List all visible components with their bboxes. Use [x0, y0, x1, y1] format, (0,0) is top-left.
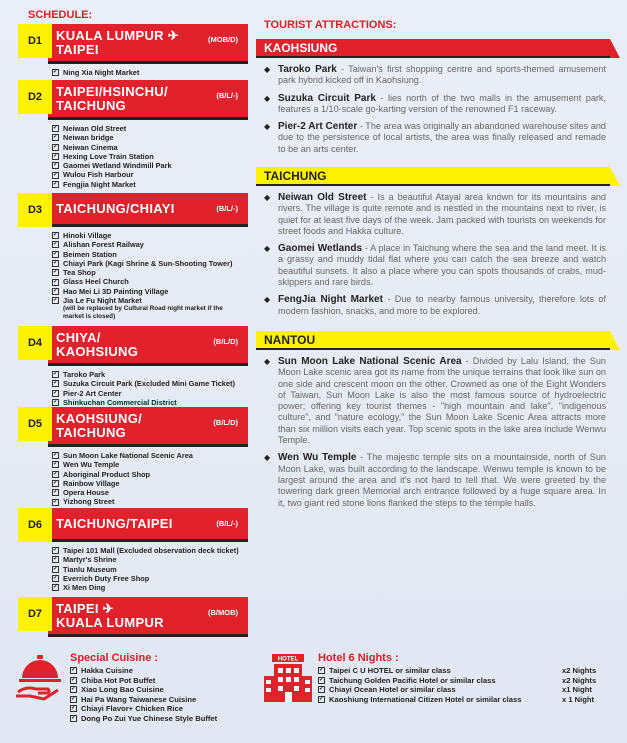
stop-label: Taipei 101 Mall (Excluded observation deck ticket)	[63, 546, 239, 555]
hotel-name: Kaoshiung International Citizen Hotel or similar class	[329, 694, 522, 704]
day-code: D5	[18, 407, 52, 441]
day-block	[18, 407, 238, 507]
day-stop-list	[52, 546, 239, 592]
hotel-entry	[318, 695, 521, 705]
list-item	[52, 479, 193, 488]
check-icon: ✓	[53, 380, 59, 387]
check-icon: ✓	[53, 260, 59, 267]
list-item	[52, 250, 232, 259]
day-code: D3	[18, 193, 52, 227]
list-item	[52, 488, 193, 497]
diamond-bullet-icon: ◆	[264, 122, 271, 132]
stop-label: Jia Le Fu Night Market	[63, 296, 142, 306]
stop-label: Shinkuchan Commercial District	[63, 397, 177, 407]
day-stop-list	[52, 124, 172, 189]
hotel-list	[318, 666, 618, 704]
attraction-name: FengJia Night Market	[278, 294, 383, 306]
stop-label: Martyr's Shrine	[63, 555, 117, 565]
day-block	[18, 193, 238, 321]
list-item	[52, 143, 172, 152]
day-header	[18, 80, 238, 114]
attraction-description: - Taiwan's first shopping centre and sports-themed amusement park hybrid kicked off in Kaohsiung.	[278, 64, 606, 86]
attraction-description: - Due to nearby famous university, therefore lots of modern fashion, snacks, and more to be explored.	[278, 294, 606, 316]
attraction-description: - Is a beautiful Atayal area known for its mountains and rivers. The village is quite remote and is nestled in the mountains next to river, is quiet for at least five days of the week. Jam packed with tourists on weekends for street foods and Hakka culture.	[278, 192, 606, 236]
diamond-bullet-icon: ◆	[264, 453, 271, 463]
hotel-nights: x 1 Night	[562, 694, 595, 704]
hotel-badge: HOTEL	[277, 656, 299, 663]
check-icon: ✓	[53, 565, 59, 572]
hotel-name: Chiayi Ocean Hotel or similar class	[329, 685, 456, 694]
attraction-item	[256, 93, 610, 116]
stop-label: Rainbow Village	[63, 478, 120, 488]
attraction-item	[256, 243, 610, 288]
check-icon: ✓	[53, 461, 59, 468]
day-banner	[48, 193, 248, 227]
hotel-nights: x2 Nights	[562, 675, 597, 685]
attraction-item	[256, 356, 610, 446]
hotel-title: Hotel 6 Nights :	[318, 652, 399, 664]
hotel-name: Taichung Golden Pacific Hotel or similar class	[329, 675, 496, 685]
stop-label: Xi Men Ding	[63, 583, 106, 593]
list-item	[52, 180, 172, 189]
list-item	[52, 170, 172, 179]
region-section	[256, 331, 610, 509]
stop-label: Taroko Park	[63, 370, 106, 379]
list-item	[52, 133, 172, 142]
day-block	[18, 326, 238, 407]
stop-label: Hinoki Village	[63, 231, 112, 240]
list-item	[52, 370, 235, 379]
day-block	[18, 80, 238, 189]
day-code: D4	[18, 326, 52, 360]
list-item	[52, 124, 172, 133]
hotel-section	[262, 652, 618, 704]
day-stop-list	[52, 68, 139, 77]
list-item	[52, 379, 235, 388]
day-meal-plan: (B/L/D)	[213, 337, 238, 346]
region-title: NANTOU	[256, 331, 610, 350]
cuisine-label: Chiba Hot Pot Buffet	[81, 675, 156, 685]
check-icon: ✓	[53, 241, 59, 248]
list-item	[52, 259, 232, 268]
diamond-bullet-icon: ◆	[264, 357, 271, 366]
check-icon: ✓	[53, 287, 59, 294]
day-route: TAIPEI ✈ KUALA LUMPUR	[56, 600, 164, 630]
stop-label: Opera House	[63, 488, 110, 498]
stop-label: Wen Wu Temple	[63, 460, 120, 470]
day-banner	[48, 407, 248, 447]
check-icon: ✓	[71, 686, 77, 693]
cuisine-section	[14, 652, 217, 723]
check-icon: ✓	[53, 297, 59, 304]
cuisine-item	[70, 704, 217, 714]
region-section	[256, 167, 610, 317]
stop-label: Glass Heel Church	[63, 277, 129, 287]
cuisine-item	[70, 685, 217, 695]
stop-label: Neiwan bridge	[63, 133, 114, 143]
hotel-item	[318, 685, 618, 695]
list-item	[52, 389, 235, 398]
stop-label: Neiwan Old Street	[63, 124, 127, 133]
list-item	[52, 583, 239, 592]
attraction-name: Sun Moon Lake National Scenic Area	[278, 356, 462, 367]
check-icon: ✓	[53, 470, 59, 477]
attraction-description: - Divided by Lalu Island, the Sun Moon Lake scenic area got its name from the unique terrains that look like sun on one side and crescent moon on the other. Crowned as one of the Eight Wonders of Taiwan, Sun Moon Lake is also the most famous source of hydroelectric power; offering key tourist themes - "high mountain and lake", "indigenous culture", and "nature ecology," the Sun Moon Lake Scenic Area attracts more than six million visits each year. Top scenic spots in the lake area include Wenwu Temple.	[278, 356, 606, 446]
cloche-icon	[14, 652, 66, 704]
list-item	[52, 398, 235, 407]
list-item	[52, 287, 232, 296]
day-banner	[48, 24, 248, 64]
attraction-name: Pier-2 Art Center	[278, 121, 358, 133]
list-item	[52, 296, 232, 305]
check-icon: ✓	[53, 498, 59, 505]
list-item	[52, 161, 172, 170]
day-header	[18, 407, 238, 441]
stop-label: Sun Moon Lake National Scenic Area	[63, 451, 193, 460]
cuisine-item	[70, 714, 217, 724]
day-code: D6	[18, 508, 52, 542]
hotel-nights: x2 Nights	[562, 666, 597, 675]
check-icon: ✓	[319, 686, 325, 693]
day-code: D2	[18, 80, 52, 114]
stop-label: Fengjia Night Market	[63, 179, 136, 189]
check-icon: ✓	[71, 676, 77, 683]
day-route: KAOHSIUNG/ TAICHUNG	[56, 410, 143, 440]
day-meal-plan: (B/L/-)	[216, 519, 238, 528]
check-icon: ✓	[53, 389, 59, 396]
hotel-entry	[318, 666, 451, 676]
stop-label: Wulou Fish Harbour	[63, 170, 134, 180]
check-icon: ✓	[53, 575, 59, 582]
hotel-nights: x1 Night	[562, 685, 592, 694]
day-stop-list	[52, 451, 193, 507]
day-route: TAICHUNG/TAIPEI	[56, 515, 173, 531]
check-icon: ✓	[53, 153, 59, 160]
region-title: TAICHUNG	[256, 167, 610, 186]
attraction-item	[256, 192, 610, 237]
list-item	[52, 152, 172, 161]
cuisine-item	[70, 676, 217, 686]
day-route: TAICHUNG/CHIAYI	[56, 200, 175, 216]
attraction-description: - The majestic temple sits on a mountainside, north of Sun Moon Lake, was built according to the landscape. Wenwu temple is known to be largest around the area and it's not hard to tell that. We were greeted by the towering dark green Memorial arch entrance followed by a huge square area. In it, two giant red stone lions flanked the steps to the temple halls.	[278, 452, 606, 508]
attraction-name: Wen Wu Temple	[278, 452, 357, 464]
stop-label: Suzuka Circuit Park (Excluded Mini Game Ticket)	[63, 379, 235, 389]
list-item	[52, 240, 232, 249]
day-code: D1	[18, 24, 52, 58]
check-icon: ✓	[53, 171, 59, 178]
check-icon: ✓	[71, 667, 77, 674]
check-icon: ✓	[53, 143, 59, 150]
stop-label: Tianlu Museum	[63, 564, 117, 574]
hotel-item	[318, 666, 618, 676]
day-meal-plan: (MOB/D)	[208, 35, 238, 44]
check-icon: ✓	[53, 134, 59, 141]
cuisine-label: Hai Pa Wang Taiwanese Cuisine	[81, 694, 197, 704]
attraction-name: Taroko Park	[278, 64, 337, 75]
day-header	[18, 597, 238, 631]
day-header	[18, 326, 238, 360]
list-item	[52, 460, 193, 469]
check-icon: ✓	[319, 676, 325, 683]
cuisine-label: Chiayi Flavor+ Chicken Rice	[81, 704, 183, 713]
list-item	[52, 451, 193, 460]
day-header	[18, 508, 239, 542]
day-block	[18, 508, 239, 592]
stop-label: Alishan Forest Railway	[63, 240, 144, 250]
check-icon: ✓	[53, 278, 59, 285]
hotel-item	[318, 676, 618, 686]
stop-label: Neiwan Cinema	[63, 142, 118, 152]
cuisine-label: Hakka Cuisine	[81, 666, 133, 675]
hotel-item	[318, 695, 618, 705]
list-item	[52, 497, 193, 506]
check-icon: ✓	[71, 695, 77, 702]
day-meal-plan: (B/L/-)	[216, 204, 238, 213]
cuisine-list	[70, 666, 217, 723]
stop-label: Beimen Station	[63, 249, 117, 259]
hotel-entry	[318, 685, 456, 695]
attraction-description: - lies north of the two malls in the amusement park, features a 1/10-scale go-karting version of the renowned F1 raceway.	[278, 92, 606, 114]
attractions-title: TOURIST ATTRACTIONS:	[264, 19, 397, 31]
day-route: TAIPEI/HSINCHU/ TAICHUNG	[56, 83, 168, 113]
attraction-description: - A place in Taichung where the sea and the land meet. It is a grassy and muddy tidal flat where you can catch the sea breeze and watch beautiful sunsets. It also a place where you can spots thousands of crabs, mud-skippers and rare birds.	[278, 243, 606, 288]
day-meal-plan: (B/L/D)	[213, 418, 238, 427]
region-title: KAOHSIUNG	[256, 39, 610, 58]
stop-label: Gaomei Wetland Windmill Park	[63, 161, 172, 171]
day-meal-plan: (B/MOB)	[208, 608, 238, 617]
attraction-item	[256, 64, 610, 87]
list-item	[52, 470, 193, 479]
stop-label: Chiayi Park (Kagi Shrine & Sun-Shooting Tower)	[63, 258, 233, 268]
attraction-name: Neiwan Old Street	[278, 192, 367, 203]
stop-label: Pier-2 Art Center	[63, 388, 122, 398]
attraction-name: Suzuka Circuit Park	[278, 92, 376, 104]
hotel-name: Taipei C U HOTEL or similar class	[329, 666, 451, 675]
diamond-bullet-icon: ◆	[264, 295, 271, 305]
attraction-item	[256, 294, 610, 317]
list-item	[52, 565, 239, 574]
list-item	[52, 268, 232, 277]
check-icon: ✓	[53, 489, 59, 496]
diamond-bullet-icon: ◆	[264, 193, 271, 202]
attraction-item	[256, 452, 610, 508]
day-banner	[48, 597, 248, 637]
stop-label: Everrich Duty Free Shop	[63, 573, 150, 583]
region-section	[256, 39, 610, 155]
check-icon: ✓	[53, 452, 59, 459]
check-icon: ✓	[53, 162, 59, 169]
day-block	[18, 597, 238, 641]
cuisine-label: Dong Po Zui Yue Chinese Style Buffet	[81, 713, 218, 723]
check-icon: ✓	[53, 69, 59, 76]
diamond-bullet-icon: ◆	[264, 65, 271, 74]
check-icon: ✓	[53, 584, 59, 591]
check-icon: ✓	[53, 399, 59, 406]
cuisine-title: Special Cuisine :	[70, 652, 159, 664]
list-item	[52, 231, 232, 240]
check-icon: ✓	[71, 714, 77, 721]
stop-label: Aboriginal Product Shop	[63, 469, 151, 479]
check-icon: ✓	[53, 480, 59, 487]
day-code: D7	[18, 597, 52, 631]
check-icon: ✓	[53, 125, 59, 132]
check-icon: ✓	[53, 232, 59, 239]
day-header	[18, 24, 238, 58]
stop-label: Tea Shop	[63, 268, 96, 278]
check-icon: ✓	[53, 250, 59, 257]
day-meal-plan: (B/L/-)	[216, 91, 238, 100]
check-icon: ✓	[53, 371, 59, 378]
day-block	[18, 24, 238, 77]
diamond-bullet-icon: ◆	[264, 93, 271, 103]
schedule-title: SCHEDULE:	[28, 9, 93, 21]
cuisine-item	[70, 695, 217, 705]
day-route: CHIYA/ KAOHSIUNG	[56, 329, 139, 359]
day-stop-list	[52, 231, 232, 321]
day-banner	[48, 80, 248, 120]
day-stop-list	[52, 370, 235, 407]
check-icon: ✓	[319, 667, 325, 674]
check-icon: ✓	[53, 269, 59, 276]
hotel-entry	[318, 676, 496, 686]
check-icon: ✓	[319, 695, 325, 702]
hotel-icon	[262, 652, 314, 704]
cuisine-label: Xiao Long Bao Cuisine	[81, 685, 164, 694]
list-item	[52, 555, 239, 564]
stop-label: Ning Xia Night Market	[63, 68, 140, 77]
attraction-description: - The area was originally an abandoned warehouse sites and due to the persistence of local artists, the area was finally released and remade to be an arts center.	[278, 121, 606, 154]
check-icon: ✓	[53, 556, 59, 563]
day-banner	[48, 508, 248, 542]
list-item	[52, 546, 239, 555]
day-note: (will be replaced by Cultural Road night market if the market is closed)	[63, 305, 223, 321]
list-item	[52, 68, 139, 77]
check-icon: ✓	[53, 180, 59, 187]
stop-label: Hao Mei Li 3D Painting Village	[63, 286, 169, 296]
attraction-item	[256, 121, 610, 155]
attraction-name: Gaomei Wetlands	[278, 243, 363, 255]
day-route: KUALA LUMPUR ✈ TAIPEI	[56, 27, 179, 57]
list-item	[52, 574, 239, 583]
cuisine-item	[70, 666, 217, 676]
check-icon: ✓	[71, 705, 77, 712]
stop-label: Yizhong Street	[63, 497, 115, 507]
stop-label: Hexing Love Train Station	[63, 151, 154, 161]
list-item	[52, 277, 232, 286]
check-icon: ✓	[53, 547, 59, 554]
day-header	[18, 193, 238, 227]
diamond-bullet-icon: ◆	[264, 244, 271, 254]
day-banner	[48, 326, 248, 366]
